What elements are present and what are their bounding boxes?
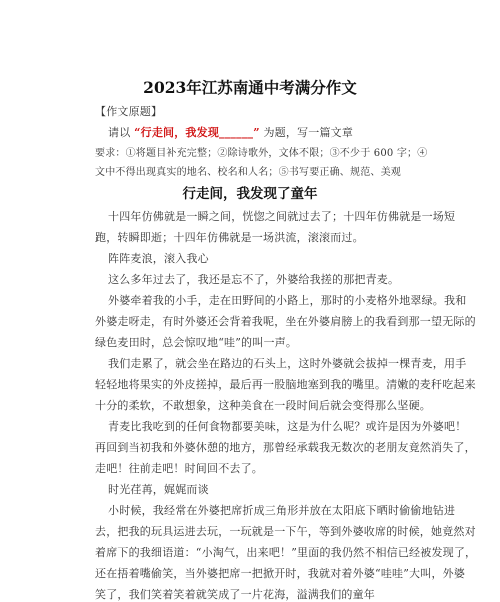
essay-title: 行走间，我发现了童年: [182, 186, 318, 202]
paragraph-line: 去，把我的玩具运进去玩，一玩就是一下午，等到外婆收席的时候，她竟然对: [95, 525, 476, 538]
paragraph-line: 跑，转瞬即逝；十四年仿佛就是一场洪流，滚滚而过。: [95, 231, 364, 244]
paragraph-line: 十四年仿佛就是一瞬之间，恍惚之间就过去了；十四年仿佛就是一场短: [108, 210, 456, 223]
prompt-quote: “行走间，我发现______”: [134, 126, 260, 139]
paragraph-line: 轻轻地将果实的外皮搓掉，最后再一股脑地塞到我的嘴里。清嫩的麦秆吃起来: [95, 378, 476, 391]
paragraph-line: 小时候，我经常在外婆把席折成三角形并放在太阳底下晒时偷偷地钻进: [108, 504, 456, 517]
section-heading: 时光荏苒，娓娓而谈: [108, 483, 209, 496]
page-title: 2023年江苏南通中考满分作文: [143, 78, 357, 97]
paragraph-line: 再回到当初我和外婆休憩的地方，那曾经承载我无数次的老朋友竟然消失了，: [95, 441, 476, 454]
paragraph-line: 着席下的我细语道：“小淘气，出来吧！”里面的我仍然不相信已经被发现了，: [95, 546, 477, 559]
requirements-line-1: 要求：①将题目补充完整；②除诗歌外，文体不限；③不少于 600 字；④: [95, 148, 428, 159]
paragraph-line: 还在捂着嘴偷笑，当外婆把席一把掀开时，我就对着外婆“哇哇”大叫，外婆: [95, 567, 466, 580]
paragraph-line: 绿色麦田时，总会惊叹地“哇”的叫一声。: [95, 336, 298, 349]
prompt-line: [108, 124, 353, 140]
paragraph-line: 十分的柔软，不敢想象，这种美食在一段时间后就会变得那么坚硬。: [95, 399, 431, 412]
prompt-post: 为题，写一篇文章: [263, 126, 354, 139]
paragraph-line: 这么多年过去了，我还是忘不了，外婆给我搓的那把青麦。: [108, 273, 400, 286]
section-heading: 阵阵麦浪，滚入我心: [108, 252, 209, 265]
paragraph-line: 外婆走呀走，有时外婆还会背着我呢，坐在外婆肩膀上的我看到那一望无际的: [95, 315, 476, 328]
prompt-pre: 请以: [108, 126, 131, 139]
paragraph-line: 青麦比我吃到的任何食物都要美味，这是为什么呢？或许是因为外婆吧！: [108, 420, 467, 433]
paragraph-line: 走吧！往前走吧！时间回不去了。: [95, 462, 263, 475]
paragraph-line: 我们走累了，就会坐在路边的石头上，这时外婆就会拔掉一棵青麦，用手: [108, 357, 467, 370]
section-label: 【作文原题】: [95, 105, 163, 118]
paragraph-line: 笑了，我们笑着笑着就笑成了一片花海，溢满我们的童年: [95, 588, 375, 601]
paragraph-line: 外婆牵着我的小手，走在田野间的小路上，那时的小麦格外地翠绿。我和: [108, 294, 467, 307]
requirements-line-2: 文中不得出现真实的地名、校名和人名；⑤书写要正确、规范、美观: [95, 167, 401, 178]
